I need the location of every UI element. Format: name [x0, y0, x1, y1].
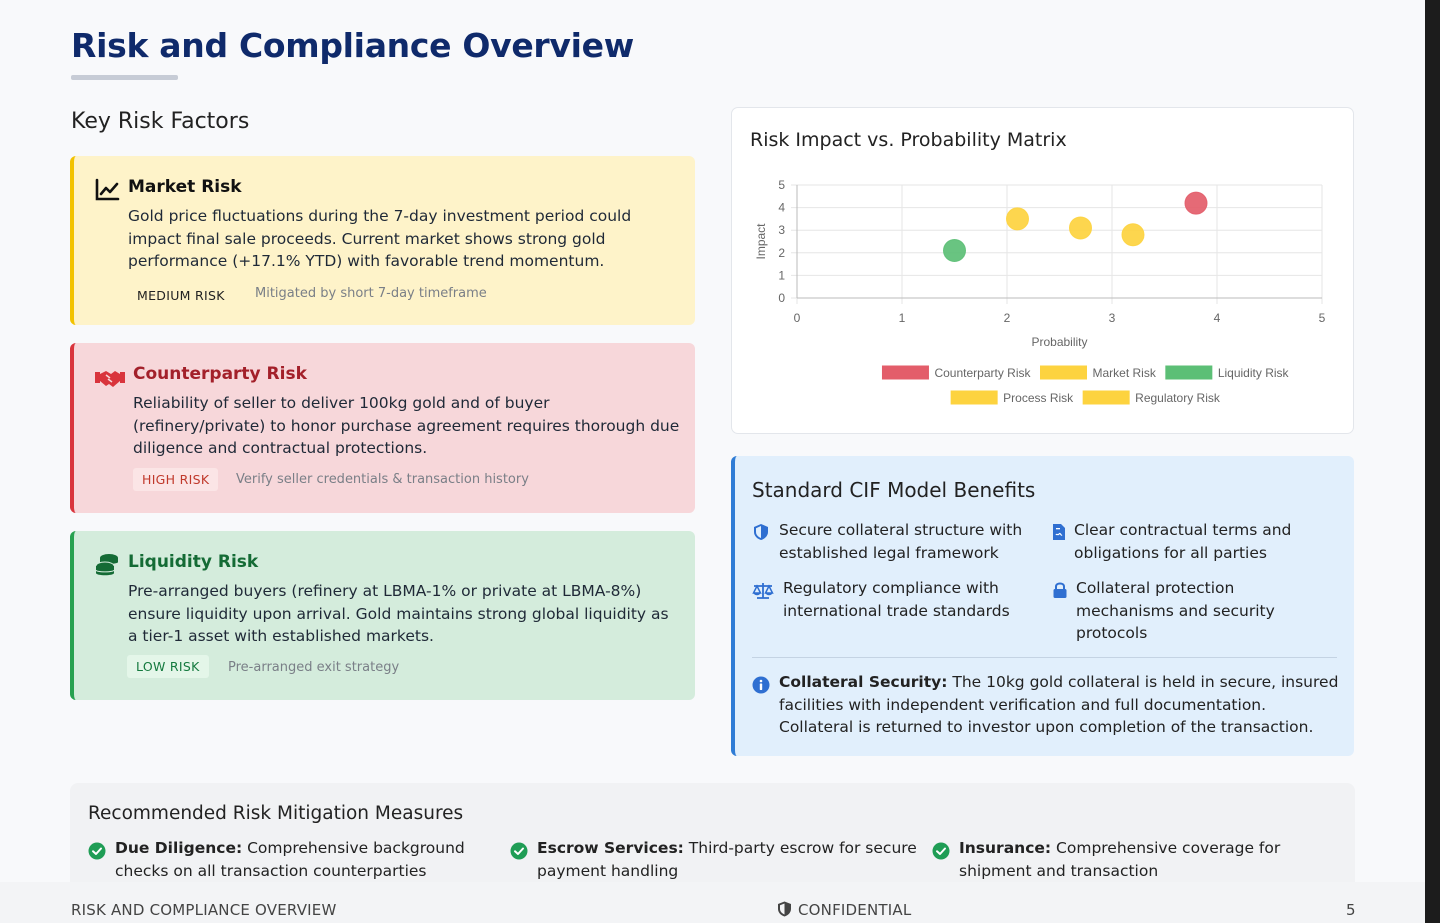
page-number: 5 [1346, 901, 1356, 919]
counterparty-risk-description: Reliability of seller to deliver 100kg gold and of buyer (refinery/private) to honor purchase agreement requires thorough due diligence and contractual protections. [133, 394, 680, 457]
title-underline [71, 75, 178, 80]
legend-swatch [1041, 366, 1087, 379]
cif-item-collateral-protection: Collateral protection mechanisms and security protocols [1076, 579, 1275, 642]
legend-label: Liquidity Risk [1217, 366, 1289, 380]
lock-icon [1051, 581, 1069, 599]
legend-label: Regulatory Risk [1135, 391, 1220, 405]
cif-divider [752, 657, 1337, 658]
footer-section-name: RISK AND COMPLIANCE OVERVIEW [71, 901, 337, 919]
cif-item-contractual-terms: Clear contractual terms and obligations for all parties [1074, 521, 1292, 562]
y-tick-label: 5 [778, 178, 785, 192]
x-tick-label: 5 [1318, 311, 1326, 325]
scatter-plot [732, 108, 1355, 435]
check-circle-icon [510, 842, 528, 860]
chart-title: Risk Impact vs. Probability Matrix [750, 129, 1067, 151]
mitigation-title: Recommended Risk Mitigation Measures [88, 803, 464, 824]
cif-benefits-panel [731, 456, 1354, 756]
liquidity-risk-card [70, 531, 695, 700]
market-risk-note: Mitigated by short 7-day timeframe [255, 286, 487, 301]
mitigation-item-insurance [959, 837, 1319, 882]
collateral-security-note [779, 671, 1339, 739]
footer-confidential [777, 901, 911, 921]
market-risk-description: Gold price fluctuations during the 7-day investment period could impact final sale proceeds. Current market shows strong gold performance (+17.1% YTD) with favorable trend momentum. [128, 207, 632, 270]
mitigation-label: Due Diligence: [115, 839, 243, 857]
mitigation-text: Third-party escrow for secure payment handling [537, 839, 917, 880]
counterparty-risk-title: Counterparty Risk [133, 364, 307, 384]
legend-swatch [1083, 391, 1129, 404]
mitigation-text: Comprehensive background checks on all transaction counterparties [115, 839, 465, 880]
collateral-security-text: The 10kg gold collateral is held in secure, insured facilities with independent verification and full documentation. Collateral is returned to investor upon completion of the transaction. [779, 673, 1339, 736]
y-tick-label: 3 [778, 223, 785, 238]
liquidity-risk-description: Pre-arranged buyers (refinery at LBMA-1% or private at LBMA-8%) ensure liquidity upon arrival. Gold maintains strong global liquidity as a tier-1 asset with established markets. [128, 582, 669, 645]
x-tick-label: 0 [793, 311, 801, 325]
page-footer [0, 882, 1425, 923]
mitigation-item-escrow [537, 837, 917, 882]
data-point [1185, 192, 1207, 214]
liquidity-risk-badge: LOW RISK [127, 655, 209, 678]
x-tick-label: 1 [898, 311, 906, 325]
cif-item-regulatory-compliance: Regulatory compliance with international trade standards [783, 579, 1010, 620]
shield-icon [752, 523, 770, 541]
scale-icon [752, 582, 774, 600]
check-circle-icon [932, 842, 950, 860]
legend-label: Counterparty Risk [934, 366, 1031, 380]
handshake-icon [94, 365, 126, 391]
counterparty-risk-badge: HIGH RISK [133, 468, 218, 491]
y-tick-label: 4 [778, 200, 785, 215]
check-circle-icon [88, 842, 106, 860]
contract-icon [1050, 523, 1068, 541]
collateral-security-label: Collateral Security: [779, 673, 948, 691]
key-risk-factors-heading: Key Risk Factors [71, 109, 250, 134]
mitigation-item-due-diligence [115, 837, 485, 882]
data-point [1122, 224, 1144, 246]
info-icon [752, 676, 770, 694]
cif-item-secure-collateral: Secure collateral structure with established legal framework [779, 521, 1023, 562]
window-edge [1425, 0, 1440, 923]
legend-swatch [1166, 366, 1212, 379]
x-tick-label: 2 [1003, 311, 1011, 325]
market-risk-title: Market Risk [128, 177, 242, 197]
data-point [1007, 208, 1029, 230]
x-tick-label: 4 [1213, 311, 1221, 325]
coins-icon [94, 552, 120, 578]
counterparty-risk-card [70, 343, 695, 513]
x-axis-label: Probability [1031, 335, 1088, 349]
y-tick-label: 1 [778, 268, 785, 283]
mitigation-label: Escrow Services: [537, 839, 684, 857]
counterparty-risk-note: Verify seller credentials & transaction history [236, 472, 529, 487]
liquidity-risk-note: Pre-arranged exit strategy [228, 660, 400, 675]
legend-label: Process Risk [1003, 391, 1074, 405]
cif-title: Standard CIF Model Benefits [752, 478, 1036, 502]
legend-swatch [882, 366, 928, 379]
mitigation-label: Insurance: [959, 839, 1052, 857]
legend-label: Market Risk [1092, 366, 1156, 380]
y-tick-label: 2 [778, 245, 785, 260]
data-point [944, 240, 966, 262]
data-point [1070, 217, 1092, 239]
y-tick-label: 0 [778, 291, 785, 305]
market-risk-card [70, 156, 695, 325]
market-risk-badge: MEDIUM RISK [128, 284, 234, 307]
risk-matrix-chart [731, 107, 1354, 434]
shield-icon [777, 901, 792, 921]
legend-swatch [951, 391, 997, 404]
chart-line-icon [94, 177, 120, 203]
mitigation-text: Comprehensive coverage for shipment and transaction [959, 839, 1281, 880]
y-axis-label: Impact [754, 223, 768, 260]
liquidity-risk-title: Liquidity Risk [128, 552, 259, 572]
confidential-label: CONFIDENTIAL [798, 901, 912, 919]
x-tick-label: 3 [1108, 311, 1116, 325]
page-title: Risk and Compliance Overview [71, 26, 634, 65]
